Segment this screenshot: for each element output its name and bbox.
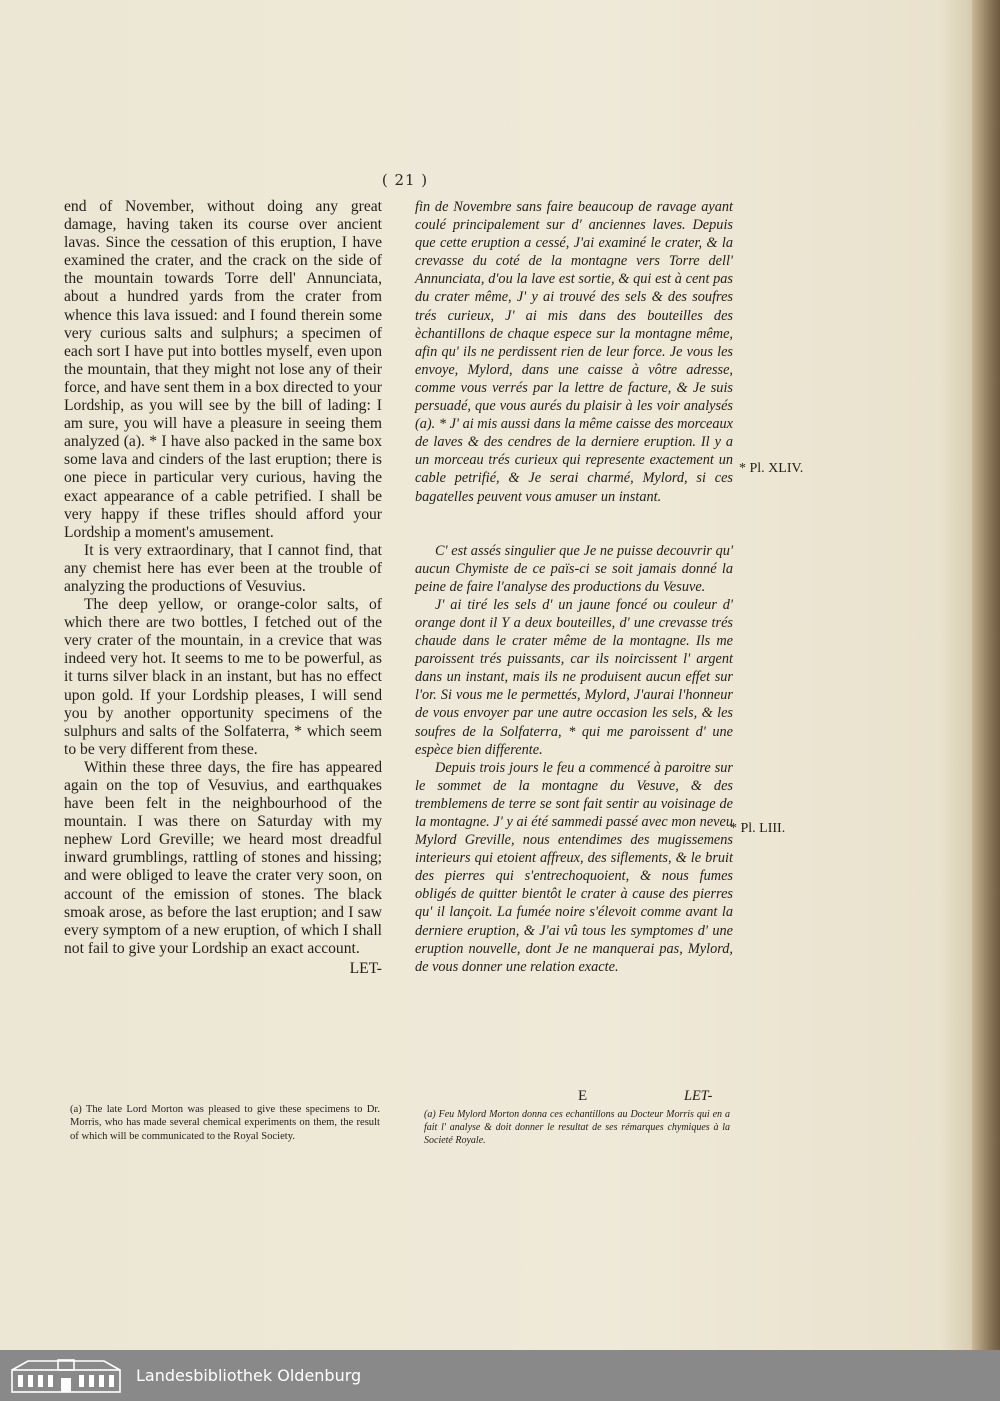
footer-bar [0, 1350, 1000, 1401]
french-footnote: (a) Feu Mylord Morton donna ces echantillons au Docteur Morris qui en a fait l' analyse & doit donner le resultat de ses rémarques chymiques à la Societé Royale. [424, 1109, 730, 1147]
english-footnote: (a) The late Lord Morton was pleased to give these specimens to Dr. Morris, who has made several chemical experiments on them, the result of which will be communicated to the Royal Society. [70, 1104, 380, 1142]
english-paragraph-1: end of November, without doing any great damage, having taken its course over ancient lavas. Since the cessation of this eruption, I have examined the crater, and the crack on the side of the mountain towards Torre dell' Annunciata, about a hundred yards from the crater from whence this lava issued: and I found therein some very curious salts and sulphurs; a specimen of each sort I have put into bottles myself, even upon the mountain, that they might not lose any of their force, and have sent them in a box directed to your Lordship, as you will see by the bill of lading: I am sure, you will have a pleasure in seeing them analyzed (a). * I have also packed in the same box some lava and cinders of the last eruption; there is one piece in particular very curious, having the exact appearance of a cable petrified. I shall be very happy if these trifles should afford your Lordship a moment's amusement. [64, 198, 382, 541]
margin-note-plate-xliv: * Pl. XLIV. [739, 461, 804, 476]
english-paragraph-4: Within these three days, the fire has appeared again on the top of Vesuvius, and earthquakes have been felt in the neighbourhood of the mountain. I was there on Saturday with my nephew Lord Greville; we heard most dreadful inward grumblings, rattling of stones and hissing; and were obliged to leave the crater very soon, on account of the emission of stones. The black smoak arose, as before the last eruption; and I saw every symptom of a new eruption, of which I shall not fail to give your Lordship an exact account. [64, 758, 382, 957]
margin-note-plate-liii: * Pl. LIII. [730, 821, 786, 836]
page-header: ( 21 ) [381, 171, 429, 189]
english-catchword: LET- [349, 959, 382, 977]
french-catchword: LET- [684, 1088, 713, 1104]
english-paragraph-3: The deep yellow, or orange-color salts, of which there are two bottles, I fetched out of the very crater of the mountain, in a crevice that was indeed very hot. It seems to me to be powerful, as it turns silver black in an instant, but has no effect upon gold. If your Lordship pleases, I will send you by another opportunity specimens of the sulphurs and salts of the Solfaterra, * which seem to be very different from these. [64, 596, 382, 758]
english-paragraph-2: It is very extraordinary, that I cannot find, that any chemist here has ever been at the trouble of analyzing the productions of Vesuvius. [64, 541, 382, 595]
signature-mark: E [578, 1088, 588, 1104]
library-building-icon [10, 1358, 122, 1394]
french-column [415, 198, 733, 976]
french-paragraph-2: C' est assés singulier que Je ne puisse decouvrir qu' aucun Chymiste de ce païs-ci se soit jamais donné la peine de faire l'analyse des productions du Vesuve. [415, 542, 733, 595]
book-spine [972, 0, 1000, 1350]
french-paragraph-3: J' ai tiré les sels d' un jaune foncé ou couleur d' orange dont il Y a deux bouteilles, d' une crevasse trés chaude dans le crater même de la montagne. Ils me paroissent trés puissants, car ils noircissent l' argent dans un instant, mais ils ne produisent aucun effet sur l'or. Si vous me le permettés, Mylord, J'aurai l'honneur de vous envoyer par une autre occasion les sels, & les soufres de la Solfaterra, * qui me paroissent d' une espèce bien differente. [415, 596, 733, 758]
english-column [64, 198, 382, 978]
french-paragraph-1: fin de Novembre sans faire beaucoup de ravage ayant coulé principalement sur d' anciennes laves. Depuis que cette eruption a cessé, J'ai examiné le crater, & la crevasse du coté de la montagne vers Torre dell' Annunciata, d'ou la lave est sortie, & qui est à cent pas du crater même, J' y ai trouvé des sels & des soufres trés curieux, J' ai mis dans des bouteilles des èchantillons de chaque espece sur la montagne même, afin qu' ils ne perdissent rien de leur force. Je vous les envoye, Mylord, dans une caisse à vôtre adresse, comme vous verrés par la lettre de facture, & Je suis persuadé, que vous aurés du plaisir à les voir analysés (a). * J' ai mis aussi dans la même caisse des morceaux de laves & des cendres de la derniere eruption. Il y a un morceau trés curieux qui represente exactement un cable petrifié, & Je serai charmé, Mylord, si ces bagatelles peuvent vous amuser un instant. [415, 199, 733, 505]
library-name: Landesbibliothek Oldenburg [136, 1366, 362, 1385]
french-paragraph-4: Depuis trois jours le feu a commencé à paroitre sur le sommet de la montagne du Vesuve, & des tremblemens de terre se sont fait sentir au voisinage de la montagne. J' y ai été sammedi passé avec mon neveu Mylord Greville, nous entendimes des mugissemens interieurs qui etoient affreux, des siflements, & le bruit des pierres qui s'entrechoquoient, & nous fumes obligés de quitter bientôt le crater à cause des pierres qu' il lançoit. La fumée noire s'élevoit comme avant la derniere eruption, & J'ai vû tous les symptomes d' une eruption nouvelle, dont Je ne manquerai pas, Mylord, de vous donner une relation exacte. [415, 759, 733, 975]
